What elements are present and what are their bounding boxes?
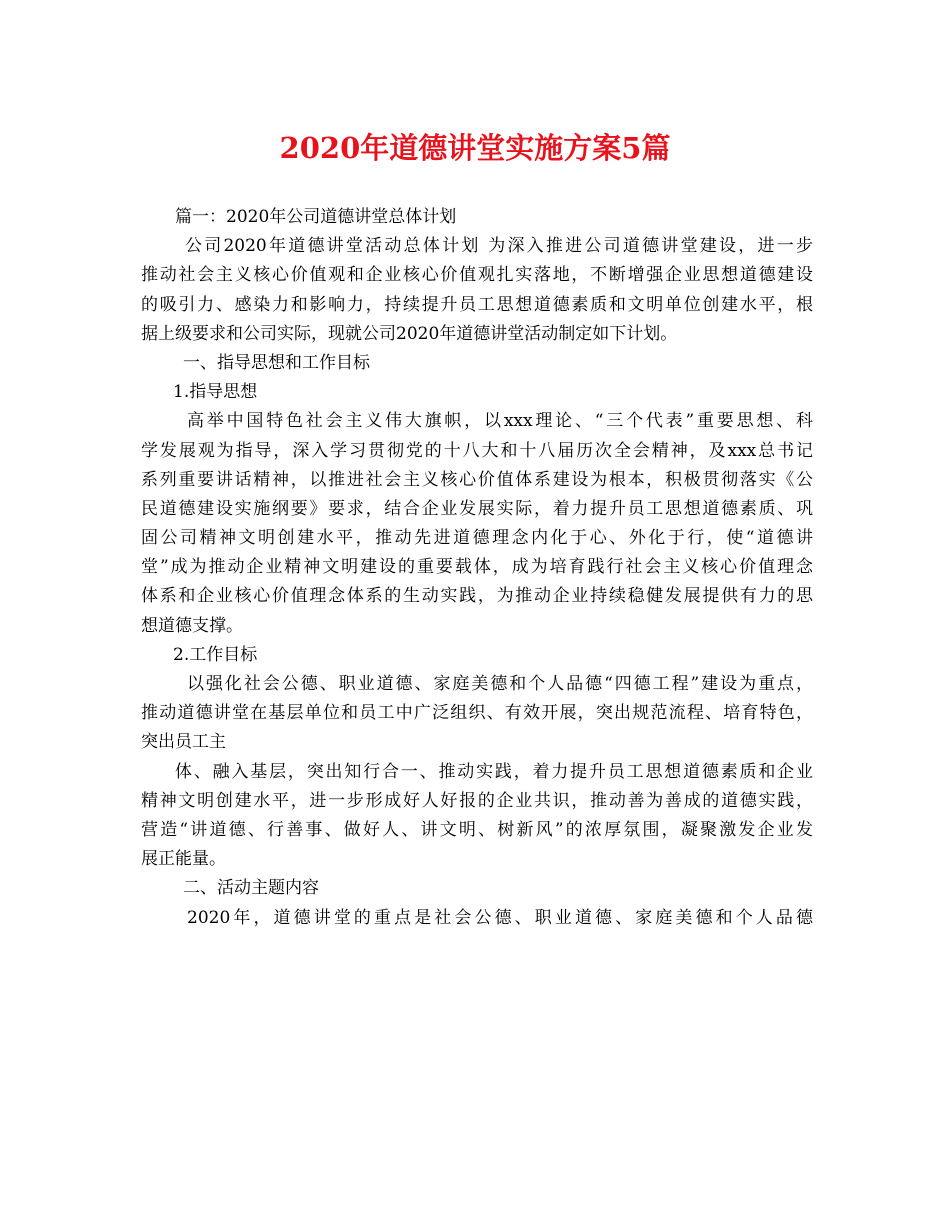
paragraph-line: 推动社会主义核心价值观和企业核心价值观扎实落地，不断增强企业思想道德建设 xyxy=(141,265,813,286)
paragraph-line: 以强化社会公德、职业道德、家庭美德和个人品德“四德工程”建设为重点， xyxy=(187,674,813,694)
paragraph-line: 体系和企业核心价值理念体系的生动实践，为推动企业持续稳健发展提供有力的思 xyxy=(141,586,813,607)
paragraph-line: 民道德建设实施纲要》要求，结合企业发展实际，着力提升员工思想道德素质、巩 xyxy=(141,498,813,519)
paragraph-line: 的吸引力、感染力和影响力，持续提升员工思想道德素质和文明单位创建水平，根 xyxy=(141,294,813,315)
section-heading: 二、活动主题内容 xyxy=(183,878,319,899)
paragraph-line: 堂”成为推动企业精神文明建设的重要载体，成为培育践行社会主义核心价值理念 xyxy=(141,557,813,578)
paragraph-line: 2020年，道德讲堂的重点是社会公德、职业道德、家庭美德和个人品德 xyxy=(187,907,813,928)
document-body xyxy=(141,203,813,933)
subsection-heading: 2.工作目标 xyxy=(173,644,258,665)
paragraph-line: 营造“讲道德、行善事、做好人、讲文明、树新风”的浓厚氛围，凝聚激发企业发 xyxy=(141,819,813,840)
paragraph-line: 推动道德讲堂在基层单位和员工中广泛组织、有效开展，突出规范流程、培育特色， xyxy=(141,703,813,724)
paragraph-line: 想道德支撑。 xyxy=(141,615,243,636)
paragraph-line: 高举中国特色社会主义伟大旗帜，以xxx理论、“三个代表”重要思想、科 xyxy=(187,411,813,432)
section-heading: 一、指导思想和工作目标 xyxy=(183,352,370,373)
paragraph-line: 据上级要求和公司实际，现就公司2020年道德讲堂活动制定如下计划。 xyxy=(141,323,678,344)
subsection-heading: 1.指导思想 xyxy=(173,382,258,403)
section-heading: 篇一：2020年公司道德讲堂总体计划 xyxy=(175,207,457,227)
paragraph-line: 体、融入基层，突出知行合一、推动实践，着力提升员工思想道德素质和企业 xyxy=(175,761,813,782)
paragraph-line: 精神文明创建水平，进一步形成好人好报的企业共识，推动善为善成的道德实践， xyxy=(141,790,813,811)
paragraph-line: 公司2020年道德讲堂活动总体计划 为深入推进公司道德讲堂建设，进一步 xyxy=(185,236,813,257)
paragraph-line: 展正能量。 xyxy=(141,849,226,870)
paragraph-line: 系列重要讲话精神，以推进社会主义核心价值体系建设为根本，积极贯彻落实《公 xyxy=(141,469,813,490)
document-title: 2020年道德讲堂实施方案5篇 xyxy=(279,131,671,165)
paragraph-line: 突出员工主 xyxy=(141,732,226,753)
paragraph-line: 固公司精神文明创建水平，推动先进道德理念内化于心、外化于行，使“道德讲 xyxy=(141,528,813,549)
paragraph-line: 学发展观为指导，深入学习贯彻党的十八大和十八届历次全会精神，及xxx总书记 xyxy=(141,440,813,461)
